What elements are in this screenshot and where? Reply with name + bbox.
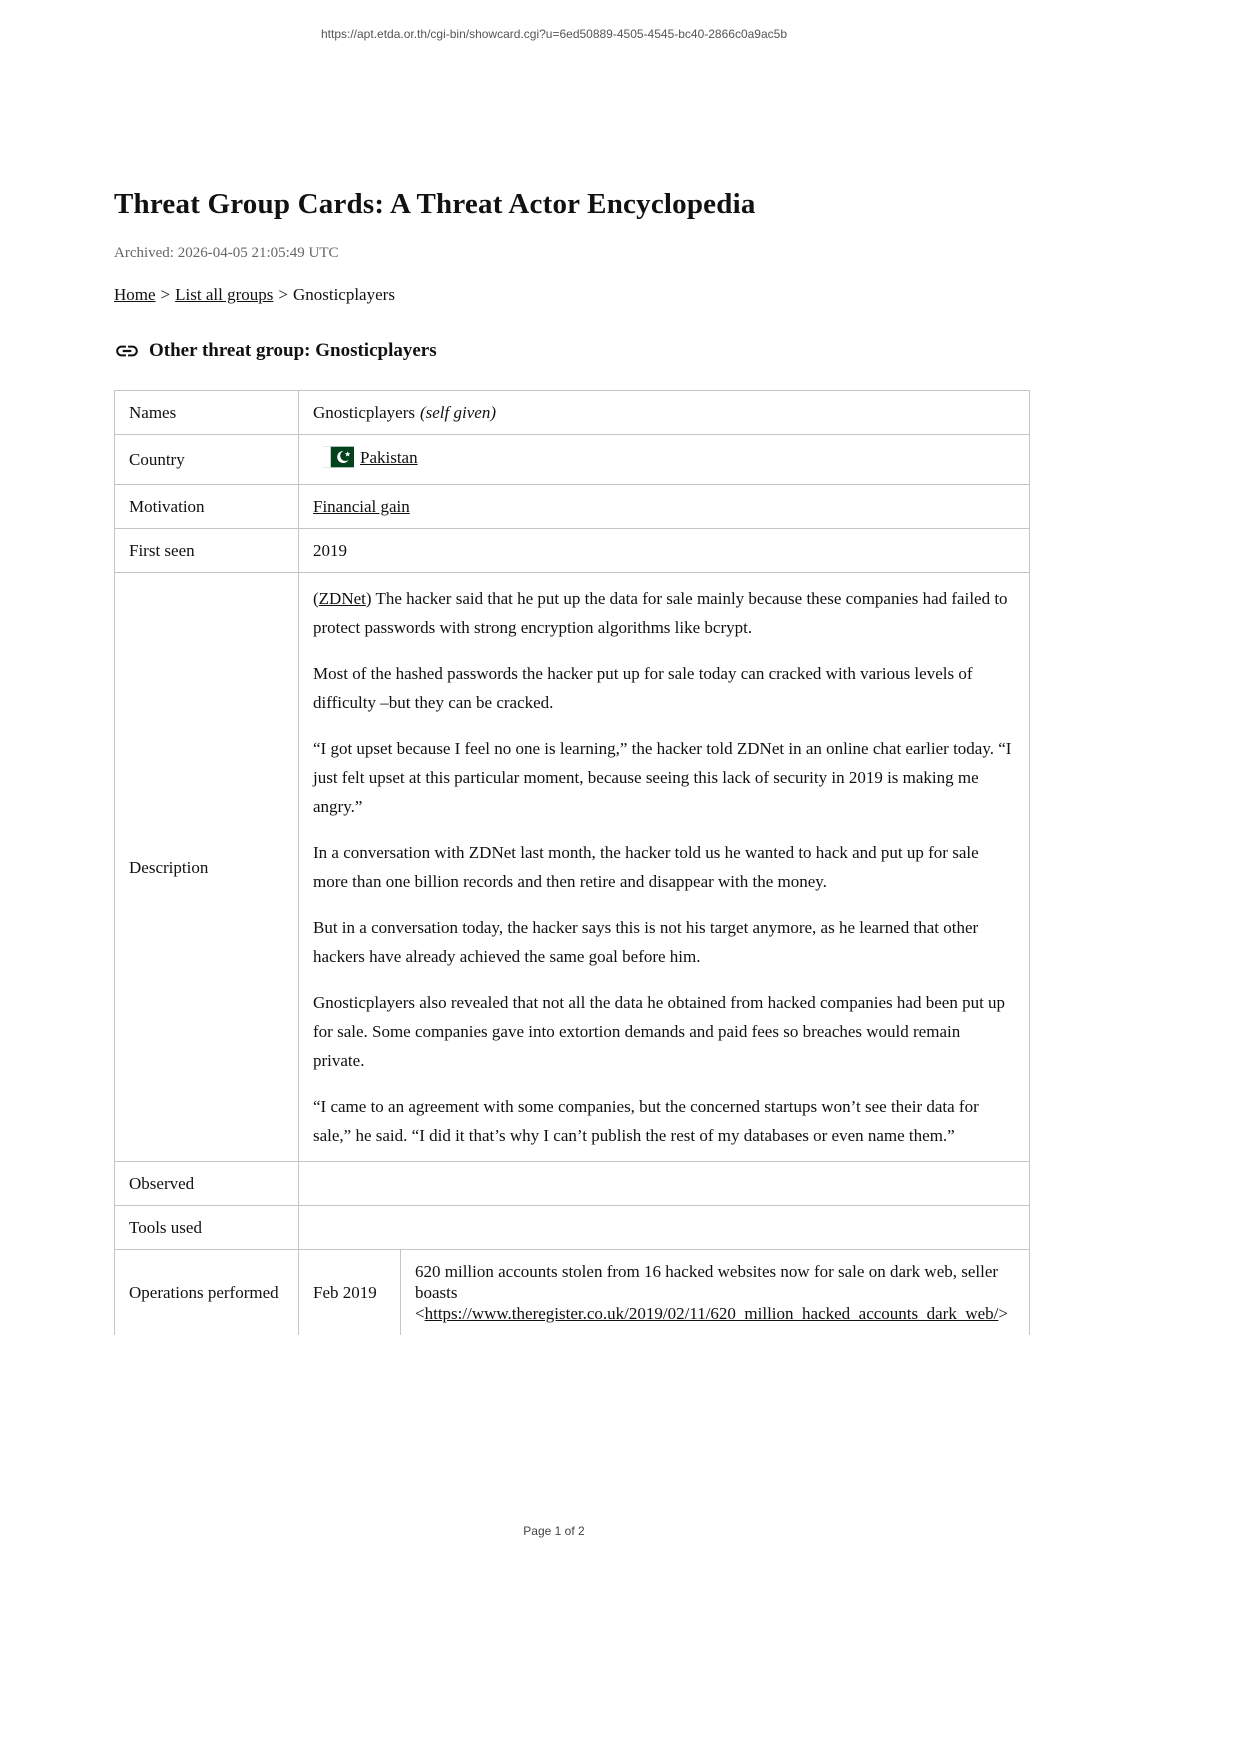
operation-title: 620 million accounts stolen from 16 hacked websites now for sale on dark web, seller boasts (415, 1262, 999, 1302)
tools-used-value (299, 1206, 1030, 1250)
threat-group-table (114, 390, 1030, 1335)
group-heading-text: Other threat group: Gnosticplayers (149, 340, 437, 361)
motivation-link[interactable]: Financial gain (313, 497, 410, 516)
zdnet-link[interactable]: ZDNet (318, 589, 366, 608)
observed-value (299, 1162, 1030, 1206)
row-label: Observed (115, 1162, 299, 1206)
table-row-description (115, 573, 1030, 1162)
description-value (299, 573, 1030, 1162)
table-row-tools-used (115, 1206, 1030, 1250)
breadcrumb-list-all-groups-link[interactable]: List all groups (175, 285, 274, 304)
angle-bracket-open: < (415, 1304, 425, 1323)
page-number: Page 1 of 2 (523, 1524, 585, 1538)
row-label: Operations performed (115, 1250, 299, 1336)
first-seen-value: 2019 (299, 529, 1030, 573)
row-label: Tools used (115, 1206, 299, 1250)
motivation-value (299, 485, 1030, 529)
breadcrumb (114, 284, 1030, 305)
description-paragraph: “I got upset because I feel no one is learning,” the hacker told ZDNet in an online chat earlier today. “I just felt upset at this particular moment, because seeing this lack of security in 2019 is making me angry.” (313, 739, 1012, 816)
row-label: Names (115, 391, 299, 435)
paren: ( (313, 589, 319, 608)
operation-date: Feb 2019 (299, 1250, 401, 1336)
row-label: Country (115, 435, 299, 485)
table-row-names (115, 391, 1030, 435)
breadcrumb-current: Gnosticplayers (292, 285, 395, 304)
description-paragraph: Gnosticplayers also revealed that not all the data he obtained from hacked companies had been put up for sale. Some companies gave into extortion demands and paid fees so breaches would remain private. (313, 993, 1006, 1070)
group-heading (114, 338, 1030, 364)
breadcrumb-separator: > (160, 285, 171, 304)
table-row-country (115, 435, 1030, 485)
description-paragraph: But in a conversation today, the hacker says this is not his target anymore, as he learned that other hackers have already achieved the same goal before him. (313, 918, 979, 966)
row-label: Motivation (115, 485, 299, 529)
page-content (114, 185, 1030, 1335)
breadcrumb-home-link[interactable]: Home (114, 285, 156, 304)
names-note: (self given) (419, 403, 496, 422)
page-title: Threat Group Cards: A Threat Actor Encyclopedia (114, 188, 756, 220)
operation-url-link[interactable]: https://www.theregister.co.uk/2019/02/11/620_million_hacked_accounts_dark_web/ (424, 1304, 999, 1323)
description-paragraph: “I came to an agreement with some companies, but the concerned startups won’t see their data for sale,” he said. “I did it that’s why I can’t publish the rest of my databases or even name them.” (313, 1097, 979, 1145)
pakistan-flag-icon (323, 446, 354, 468)
operation-link-line (415, 1303, 1015, 1324)
archived-timestamp: Archived: 2026-04-05 21:05:49 UTC (114, 245, 339, 261)
description-paragraph: In a conversation with ZDNet last month, the hacker told us he wanted to hack and put up for sale more than one billion records and then retire and disappear with the money. (313, 843, 979, 891)
table-row-motivation (115, 485, 1030, 529)
angle-bracket-close: > (998, 1304, 1008, 1323)
group-name: Gnosticplayers (313, 403, 415, 422)
country-name-link[interactable]: Pakistan (360, 447, 418, 467)
description-paragraph: Most of the hashed passwords the hacker put up for sale today can cracked with various levels of difficulty –but they can be cracked. (313, 664, 973, 712)
description-paragraph (313, 584, 1015, 642)
country-link[interactable] (323, 446, 418, 468)
breadcrumb-separator: > (278, 285, 288, 304)
row-label: Description (115, 573, 299, 1162)
row-label: First seen (115, 529, 299, 573)
operation-description (401, 1250, 1030, 1336)
description-text: ) The hacker said that he put up the data for sale mainly because these companies had failed to protect passwords with strong encryption algorithms like bcrypt. (313, 589, 1008, 637)
names-value (299, 391, 1030, 435)
country-value (299, 435, 1030, 485)
table-row-operations (115, 1250, 1030, 1336)
link-icon (114, 338, 140, 364)
table-row-first-seen (115, 529, 1030, 573)
table-row-observed (115, 1162, 1030, 1206)
print-header-url: https://apt.etda.or.th/cgi-bin/showcard.cgi?u=6ed50889-4505-4545-bc40-2866c0a9ac5b (320, 27, 788, 41)
